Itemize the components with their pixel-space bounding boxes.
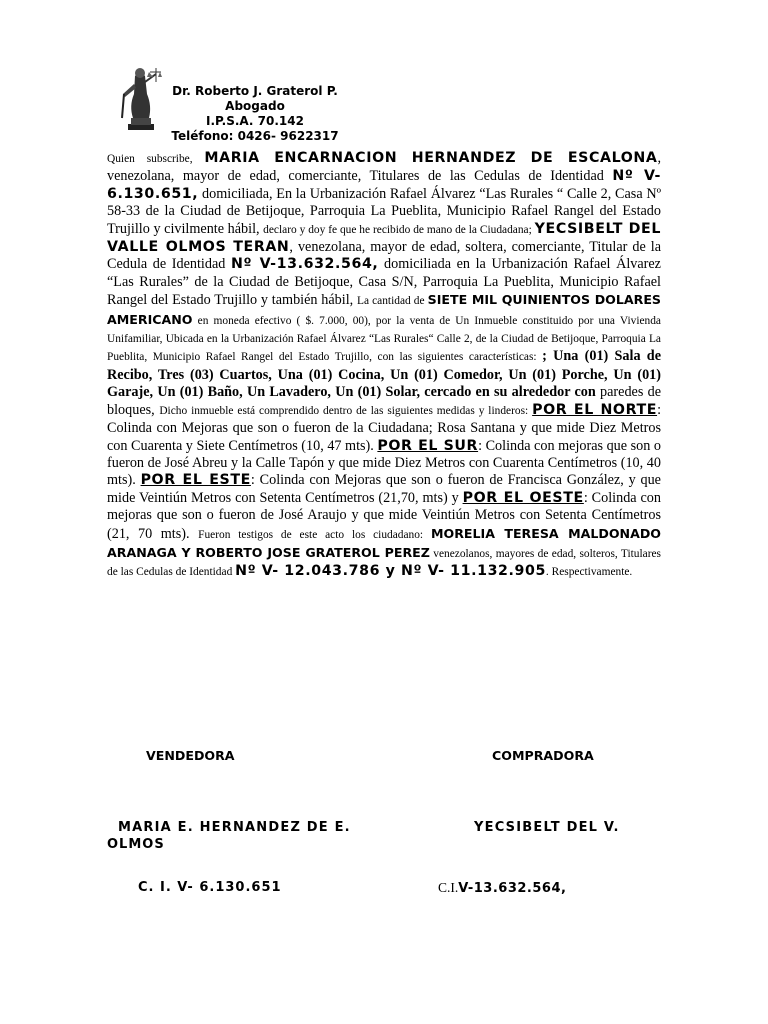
lawyer-phone: Teléfono: 0426- 9622317 [171,129,339,143]
south-boundary-label: POR EL SUR [377,437,479,454]
seller-details: , venezolana, mayor de edad, comerciante, Titulares de las Cedulas de Identidad [107,150,661,185]
witnesses-details: venezolanos, mayores de edad, solteros, Titulares de las Cedulas de Identidad [107,547,661,579]
witnesses-names: MORELIA TERESA MALDONADO ARANAGA Y ROBERTO JOSE GRATEROL PEREZ [107,525,661,560]
buyer-details: , venezolana, mayor de edad, soltera, comerciante, Titular de la Cedula de Identidad [107,239,661,273]
amount-intro: La cantidad de [357,295,428,308]
seller-signature-name-cont: OLMOS [107,837,165,852]
intro-text: Quien subscribe, [107,153,205,165]
seller-id: C. I. V- 6.130.651 [138,880,282,895]
amount-words: SIETE MIL QUINIENTOS DOLARES AMERICANO [107,292,662,327]
witnesses-intro: Fueron testigos de este acto los ciudadano: [198,528,431,541]
features-intro: con las siguientes características: [377,351,543,364]
lawyer-title: Abogado [225,99,285,113]
seller-address: domiciliada, En la Urbanización Rafael Álvarez “Las Rurales “ Calle 2, Casa Nº 58-33 de la Ciudad de Betijoque, Parroquia La Pueblita, Municipio Rafael Rangel del Estado Trujillo y civilmente hábil, [107,185,661,237]
amount-figure: en moneda efectivo ( $. 7.000, 00), [192,314,376,327]
buyer-full-name: YECSIBELT DEL VALLE OLMOS TERAN [107,220,661,256]
west-boundary-text: : Colinda con mejoras que son o fueron de José Araujo y que mide Veintiún Metros con Setenta Centímetros (21, 70 mts). [107,489,661,542]
witnesses-ids: Nº V- 12.043.786 y Nº V- 11.132.905 [235,563,546,580]
buyer-id-number: Nº V-13.632.564, [230,256,379,273]
north-boundary-text: : Colinda con Mejoras que son o fueron de la Ciudadana; Rosa Santana y que mide Diez Metros con Cuarenta y Siete Centímetros (10, 47 mts). [107,401,662,454]
seller-signature-label: VENDEDORA [146,748,235,763]
west-boundary-label: POR EL OESTE [462,489,584,506]
property-features: ; Una (01) Sala de Recibo, Tres (03) Cuartos, Una (01) Cocina, Un (01) Comedor, Un (01) Porche, Un (01) Garaje, Un (01) Baño, Un Lavadero, Un (01) Solar, cercado en su alrededor con [107,348,661,401]
boundaries-intro: Dicho inmueble está comprendido dentro de las siguientes medidas y linderos: [159,404,533,417]
seller-full-name: MARIA ENCARNACION HERNANDEZ DE ESCALONA [204,150,658,166]
buyer-signature-label: COMPRADORA [492,748,594,763]
buyer-address: domiciliada en la Urbanización Rafael Álvarez “Las Rurales” de la Ciudad de Betijoque, Casa S/N, Parroquia La Pueblita, Municipio Rafael Rangel del Estado Trujillo y también hábil, [107,256,661,309]
south-boundary-text: : Colinda con mejoras que son o fueron de José Abreu y la Calle Tapón y que mide Diez Metros con Cuarenta Centímetros (10, 40 mts). [107,437,661,489]
property-text: por la venta de Un Inmueble constituido por una Vivienda Unifamiliar, Ubicada en la Urbanización Rafael Álvarez “Las Rurales“ Calle 2, de la Ciudad de Betijoque, Parroquia La Pueblita, Municipio Rafael Rangel del Estado Trujillo, [107,314,661,364]
buyer-signature-name: YECSIBELT DEL V. [474,820,620,835]
buyer-id-prefix: C.I. [438,880,459,895]
buyer-id [438,880,566,896]
lawyer-name: Dr. Roberto J. Graterol P. [172,84,338,98]
closing-text: . Respectivamente. [545,566,633,579]
seller-signature-name: MARIA E. HERNANDEZ DE E. [118,820,351,835]
east-boundary-label: POR EL ESTE [140,472,251,489]
declaration-body [107,150,661,582]
east-boundary-text: : Colinda con Mejoras que son o fueron de Francisca González, y que mide Veintiún Metros con Setenta Centímetros (21,70, mts) y [107,472,661,506]
declaration-text: declaro y doy fe que he recibido de mano de la Ciudadana; [263,223,535,236]
seller-id-number: Nº V- 6.130.651, [107,168,661,202]
walls-text: paredes de bloques, [107,384,661,418]
lawyer-ipsa: I.P.S.A. 70.142 [206,114,304,128]
north-boundary-label: POR EL NORTE [532,401,658,418]
buyer-id-number-sig: V-13.632.564, [458,881,567,896]
letterhead [150,84,360,144]
